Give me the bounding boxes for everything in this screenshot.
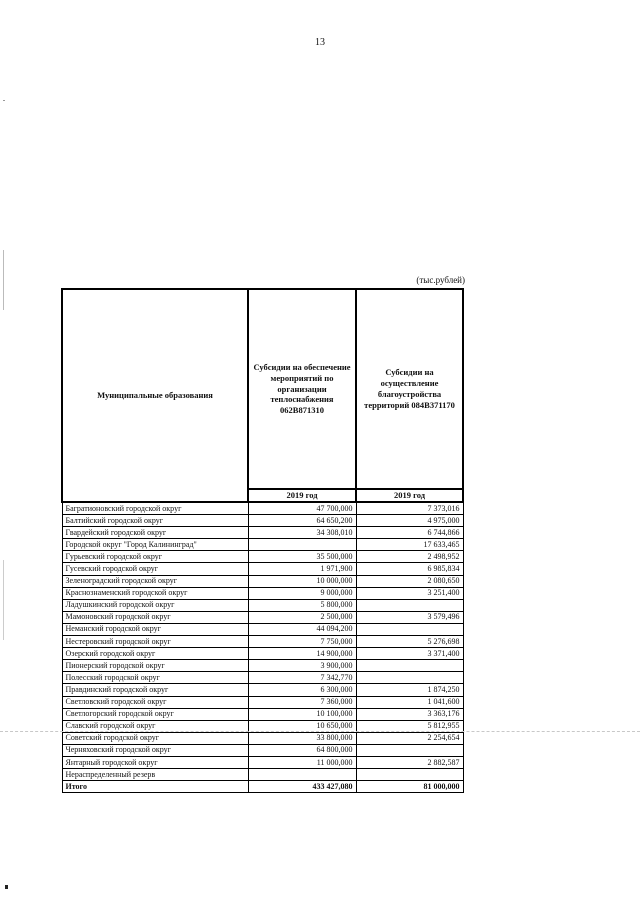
improvement-value-cell: 2 882,587: [356, 756, 463, 768]
table-row: [62, 636, 463, 648]
municipality-cell: Славский городской округ: [62, 720, 248, 732]
municipality-cell: Гусевский городской округ: [62, 563, 248, 575]
municipality-cell: Краснознаменский городской округ: [62, 587, 248, 599]
municipality-cell: Нестеровский городской округ: [62, 636, 248, 648]
heat-supply-value-cell: 9 000,000: [248, 587, 356, 599]
header-improvement-subsidy: Субсидии на осуществление благоустройства территорий 084В371170: [356, 289, 463, 489]
improvement-value-cell: [356, 769, 463, 781]
table-row: [62, 527, 463, 539]
improvement-value-cell: 6 985,834: [356, 563, 463, 575]
heat-supply-value-cell: 5 800,000: [248, 599, 356, 611]
improvement-value-cell: [356, 599, 463, 611]
table-row: [62, 696, 463, 708]
table-row: [62, 623, 463, 635]
improvement-value-cell: 7 373,016: [356, 502, 463, 515]
municipality-cell: Пионерский городской округ: [62, 660, 248, 672]
municipality-cell: Светловский городской округ: [62, 696, 248, 708]
scan-dot: [5, 885, 8, 889]
heat-supply-value-cell: 34 308,010: [248, 527, 356, 539]
table-row: [62, 660, 463, 672]
table-row: [62, 769, 463, 781]
improvement-value-cell: 6 744,866: [356, 527, 463, 539]
improvement-value-cell: 3 579,496: [356, 611, 463, 623]
heat-supply-value-cell: 47 700,000: [248, 502, 356, 515]
table-row: [62, 708, 463, 720]
heat-supply-value-cell: 10 650,000: [248, 720, 356, 732]
table-row: [62, 563, 463, 575]
municipality-cell: Гвардейский городской округ: [62, 527, 248, 539]
table-row: [62, 684, 463, 696]
header-heat-supply-subsidy: Субсидии на обеспечение мероприятий по организации теплоснабжения 062В871310: [248, 289, 356, 489]
header-year-b: 2019 год: [356, 489, 463, 502]
improvement-value-cell: 1 874,250: [356, 684, 463, 696]
scan-edge-mark: [3, 100, 5, 101]
table-row: [62, 611, 463, 623]
table-row: [62, 515, 463, 527]
total-row: [62, 781, 463, 793]
heat-supply-value-cell: 10 100,000: [248, 708, 356, 720]
heat-supply-value-cell: 11 000,000: [248, 756, 356, 768]
heat-supply-value-cell: 44 094,200: [248, 623, 356, 635]
improvement-value-cell: 2 254,654: [356, 732, 463, 744]
table-row: [62, 744, 463, 756]
heat-supply-value-cell: 10 000,000: [248, 575, 356, 587]
table-row: [62, 551, 463, 563]
scan-artifact-line: [0, 731, 640, 732]
heat-supply-value-cell: 6 300,000: [248, 684, 356, 696]
municipality-cell: Балтийский городской округ: [62, 515, 248, 527]
heat-supply-value-cell: 14 900,000: [248, 648, 356, 660]
table-body: [62, 502, 463, 793]
improvement-value-cell: 2 498,952: [356, 551, 463, 563]
improvement-value-cell: 17 633,465: [356, 539, 463, 551]
subsidy-table: [61, 288, 464, 793]
improvement-value-cell: 3 371,400: [356, 648, 463, 660]
total-improvement-cell: 81 000,000: [356, 781, 463, 793]
municipality-cell: Янтарный городской округ: [62, 756, 248, 768]
municipality-cell: Мамоновский городской округ: [62, 611, 248, 623]
table-row: [62, 756, 463, 768]
header-municipalities: Муниципальные образования: [62, 289, 248, 502]
municipality-cell: Багратионовский городской округ: [62, 502, 248, 515]
heat-supply-value-cell: 7 750,000: [248, 636, 356, 648]
municipality-cell: Озерский городской округ: [62, 648, 248, 660]
improvement-value-cell: 4 975,000: [356, 515, 463, 527]
total-label-cell: Итого: [62, 781, 248, 793]
heat-supply-value-cell: 7 360,000: [248, 696, 356, 708]
municipality-cell: Ладушкинский городской округ: [62, 599, 248, 611]
table-row: [62, 575, 463, 587]
units-note: (тыс.рублей): [416, 275, 465, 285]
improvement-value-cell: [356, 744, 463, 756]
municipality-cell: Гурьевский городской округ: [62, 551, 248, 563]
heat-supply-value-cell: [248, 539, 356, 551]
municipality-cell: Правдинский городской округ: [62, 684, 248, 696]
scan-edge-mark: [3, 250, 4, 310]
heat-supply-value-cell: 33 800,000: [248, 732, 356, 744]
improvement-value-cell: 2 080,650: [356, 575, 463, 587]
header-year-a: 2019 год: [248, 489, 356, 502]
heat-supply-value-cell: 2 500,000: [248, 611, 356, 623]
table-row: [62, 732, 463, 744]
table-row: [62, 539, 463, 551]
improvement-value-cell: 3 251,400: [356, 587, 463, 599]
improvement-value-cell: 5 812,955: [356, 720, 463, 732]
table-row: [62, 502, 463, 515]
improvement-value-cell: 3 363,176: [356, 708, 463, 720]
municipality-cell: Городской округ "Город Калининград": [62, 539, 248, 551]
total-heat-supply-cell: 433 427,080: [248, 781, 356, 793]
heat-supply-value-cell: 1 971,900: [248, 563, 356, 575]
improvement-value-cell: 5 276,698: [356, 636, 463, 648]
municipality-cell: Светлогорский городской округ: [62, 708, 248, 720]
scan-edge-mark: [3, 560, 4, 640]
heat-supply-value-cell: 64 650,200: [248, 515, 356, 527]
municipality-cell: Полесский городской округ: [62, 672, 248, 684]
table-row: [62, 599, 463, 611]
improvement-value-cell: 1 041,600: [356, 696, 463, 708]
heat-supply-value-cell: 3 900,000: [248, 660, 356, 672]
page-number: 13: [315, 37, 325, 48]
municipality-cell: Черняховский городской округ: [62, 744, 248, 756]
municipality-cell: Советский городской округ: [62, 732, 248, 744]
heat-supply-value-cell: 35 500,000: [248, 551, 356, 563]
table-row: [62, 648, 463, 660]
municipality-cell: Неманский городской округ: [62, 623, 248, 635]
municipality-cell: Нераспределенный резерв: [62, 769, 248, 781]
municipality-cell: Зеленоградский городской округ: [62, 575, 248, 587]
heat-supply-value-cell: 7 342,770: [248, 672, 356, 684]
improvement-value-cell: [356, 623, 463, 635]
heat-supply-value-cell: 64 800,000: [248, 744, 356, 756]
heat-supply-value-cell: [248, 769, 356, 781]
table-row: [62, 587, 463, 599]
improvement-value-cell: [356, 672, 463, 684]
table-row: [62, 672, 463, 684]
improvement-value-cell: [356, 660, 463, 672]
